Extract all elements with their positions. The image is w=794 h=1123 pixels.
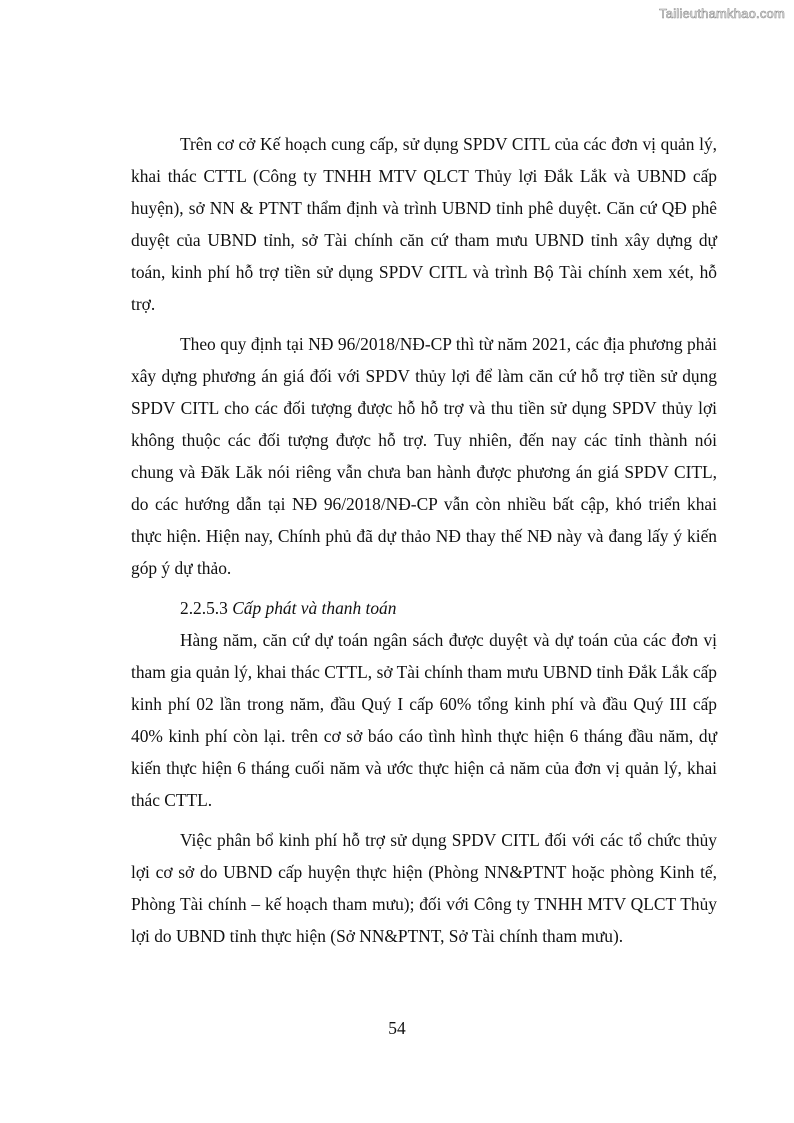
section-heading	[131, 592, 717, 624]
watermark-logo-text: Tailieuthamkhao.com	[659, 6, 785, 21]
paragraph-annual-funding: Hàng năm, căn cứ dự toán ngân sách được duyệt và dự toán của các đơn vị tham gia quản lý, khai thác CTTL, sở Tài chính tham mưu UBND tỉnh Đắk Lắk cấp kinh phí 02 lần trong năm, đầu Quý I cấp 60% tổng kinh phí và đầu Quý III cấp 40% kinh phí còn lại. trên cơ sở báo cáo tình hình thực hiện 6 tháng đầu năm, dự kiến thực hiện 6 tháng cuối năm và ước thực hiện cả năm của đơn vị quản lý, khai thác CTTL.	[131, 630, 717, 810]
document-body	[131, 128, 717, 952]
section-number: 2.2.5.3	[180, 598, 228, 618]
page-number: 54	[388, 1018, 406, 1038]
paragraph-plan-approval: Trên cơ cở Kế hoạch cung cấp, sử dụng SPDV CITL của các đơn vị quản lý, khai thác CTTL (Công ty TNHH MTV QLCT Thủy lợi Đắk Lắk và UBND cấp huyện), sở NN & PTNT thẩm định và trình UBND tỉnh phê duyệt. Căn cứ QĐ phê duyệt của UBND tỉnh, sở Tài chính căn cứ tham mưu UBND tỉnh xây dựng dự toán, kinh phí hỗ trợ tiền sử dụng SPDV CITL và trình Bộ Tài chính xem xét, hỗ trợ.	[131, 134, 717, 314]
section-title: Cấp phát và thanh toán	[232, 598, 397, 618]
paragraph-decree-regulation: Theo quy định tại NĐ 96/2018/NĐ-CP thì từ năm 2021, các địa phương phải xây dựng phương án giá đối với SPDV thủy lợi để làm căn cứ hỗ trợ tiền sử dụng SPDV CITL cho các đối tượng được hỗ hỗ trợ và thu tiền sử dụng SPDV thủy lợi không thuộc các đối tượng được hỗ trợ. Tuy nhiên, đến nay các tỉnh thành nói chung và Đăk Lăk nói riêng vẫn chưa ban hành được phương án giá SPDV CITL, do các hướng dẫn tại NĐ 96/2018/NĐ-CP vẫn còn nhiều bất cập, khó triển khai thực hiện. Hiện nay, Chính phủ đã dự thảo NĐ thay thế NĐ này và đang lấy ý kiến góp ý dự thảo.	[131, 334, 717, 578]
paragraph-budget-allocation: Việc phân bổ kinh phí hỗ trợ sử dụng SPDV CITL đối với các tổ chức thủy lợi cơ sở do UBND cấp huyện thực hiện (Phòng NN&PTNT hoặc phòng Kinh tế, Phòng Tài chính – kế hoạch tham mưu); đối với Công ty TNHH MTV QLCT Thủy lợi do UBND tỉnh thực hiện (Sở NN&PTNT, Sở Tài chính tham mưu).	[131, 830, 717, 946]
